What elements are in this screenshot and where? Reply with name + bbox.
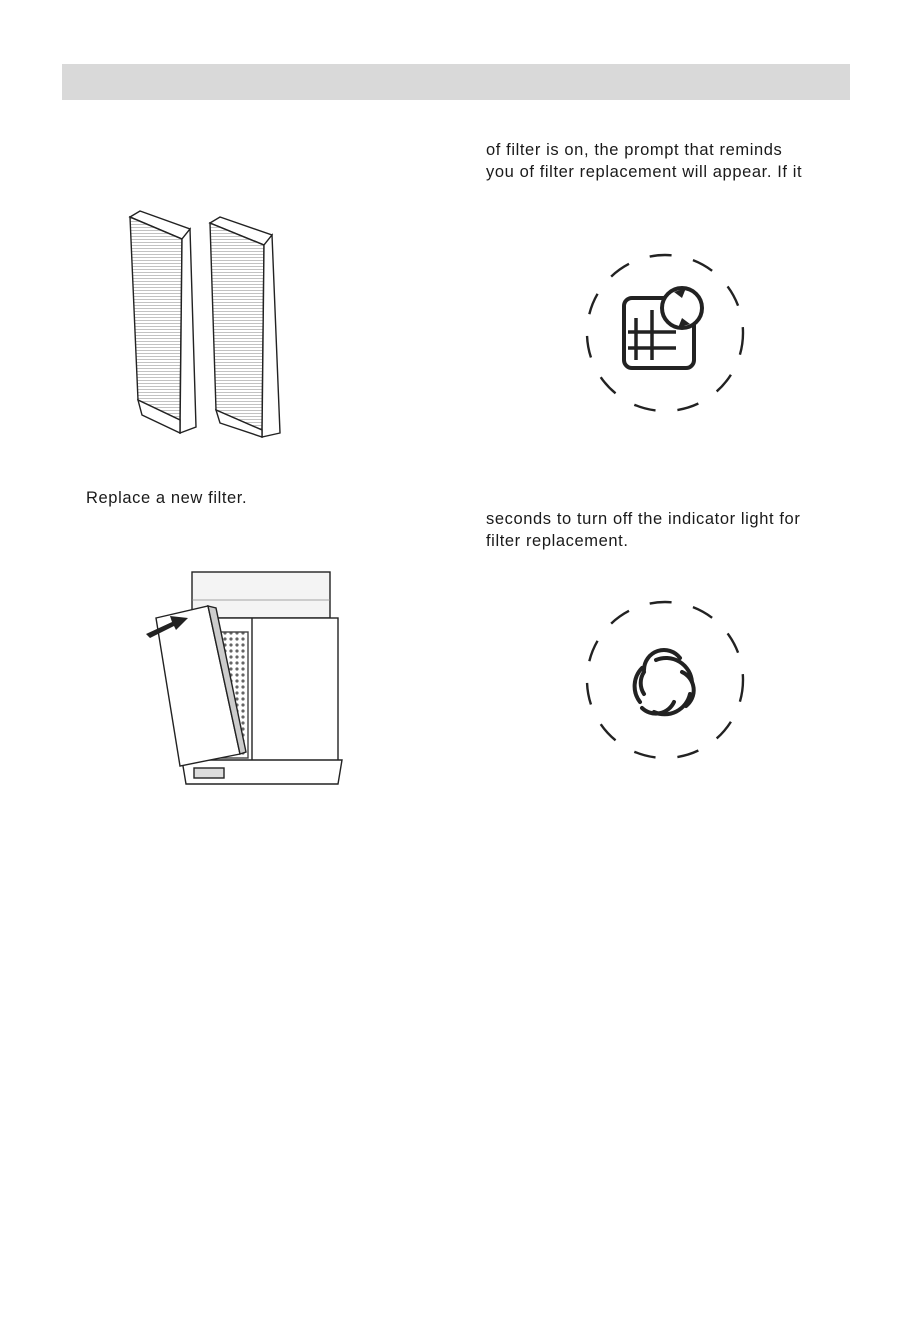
filter-replace-icon xyxy=(624,288,702,368)
body-text-line: seconds to turn off the indicator light for xyxy=(486,510,801,528)
body-text-line: filter replacement. xyxy=(486,532,629,550)
section-header-bar xyxy=(62,64,850,100)
fan-swirl-icon xyxy=(635,650,694,714)
filters-illustration xyxy=(120,205,290,445)
fan-indicator xyxy=(582,598,748,762)
body-text-line: of filter is on, the prompt that reminds xyxy=(486,141,783,159)
purifier-illustration xyxy=(138,570,348,792)
step-text: Replace a new filter. xyxy=(86,489,248,507)
body-text-line: you of filter replacement will appear. If it xyxy=(486,163,803,181)
filter-replace-indicator xyxy=(582,248,748,418)
